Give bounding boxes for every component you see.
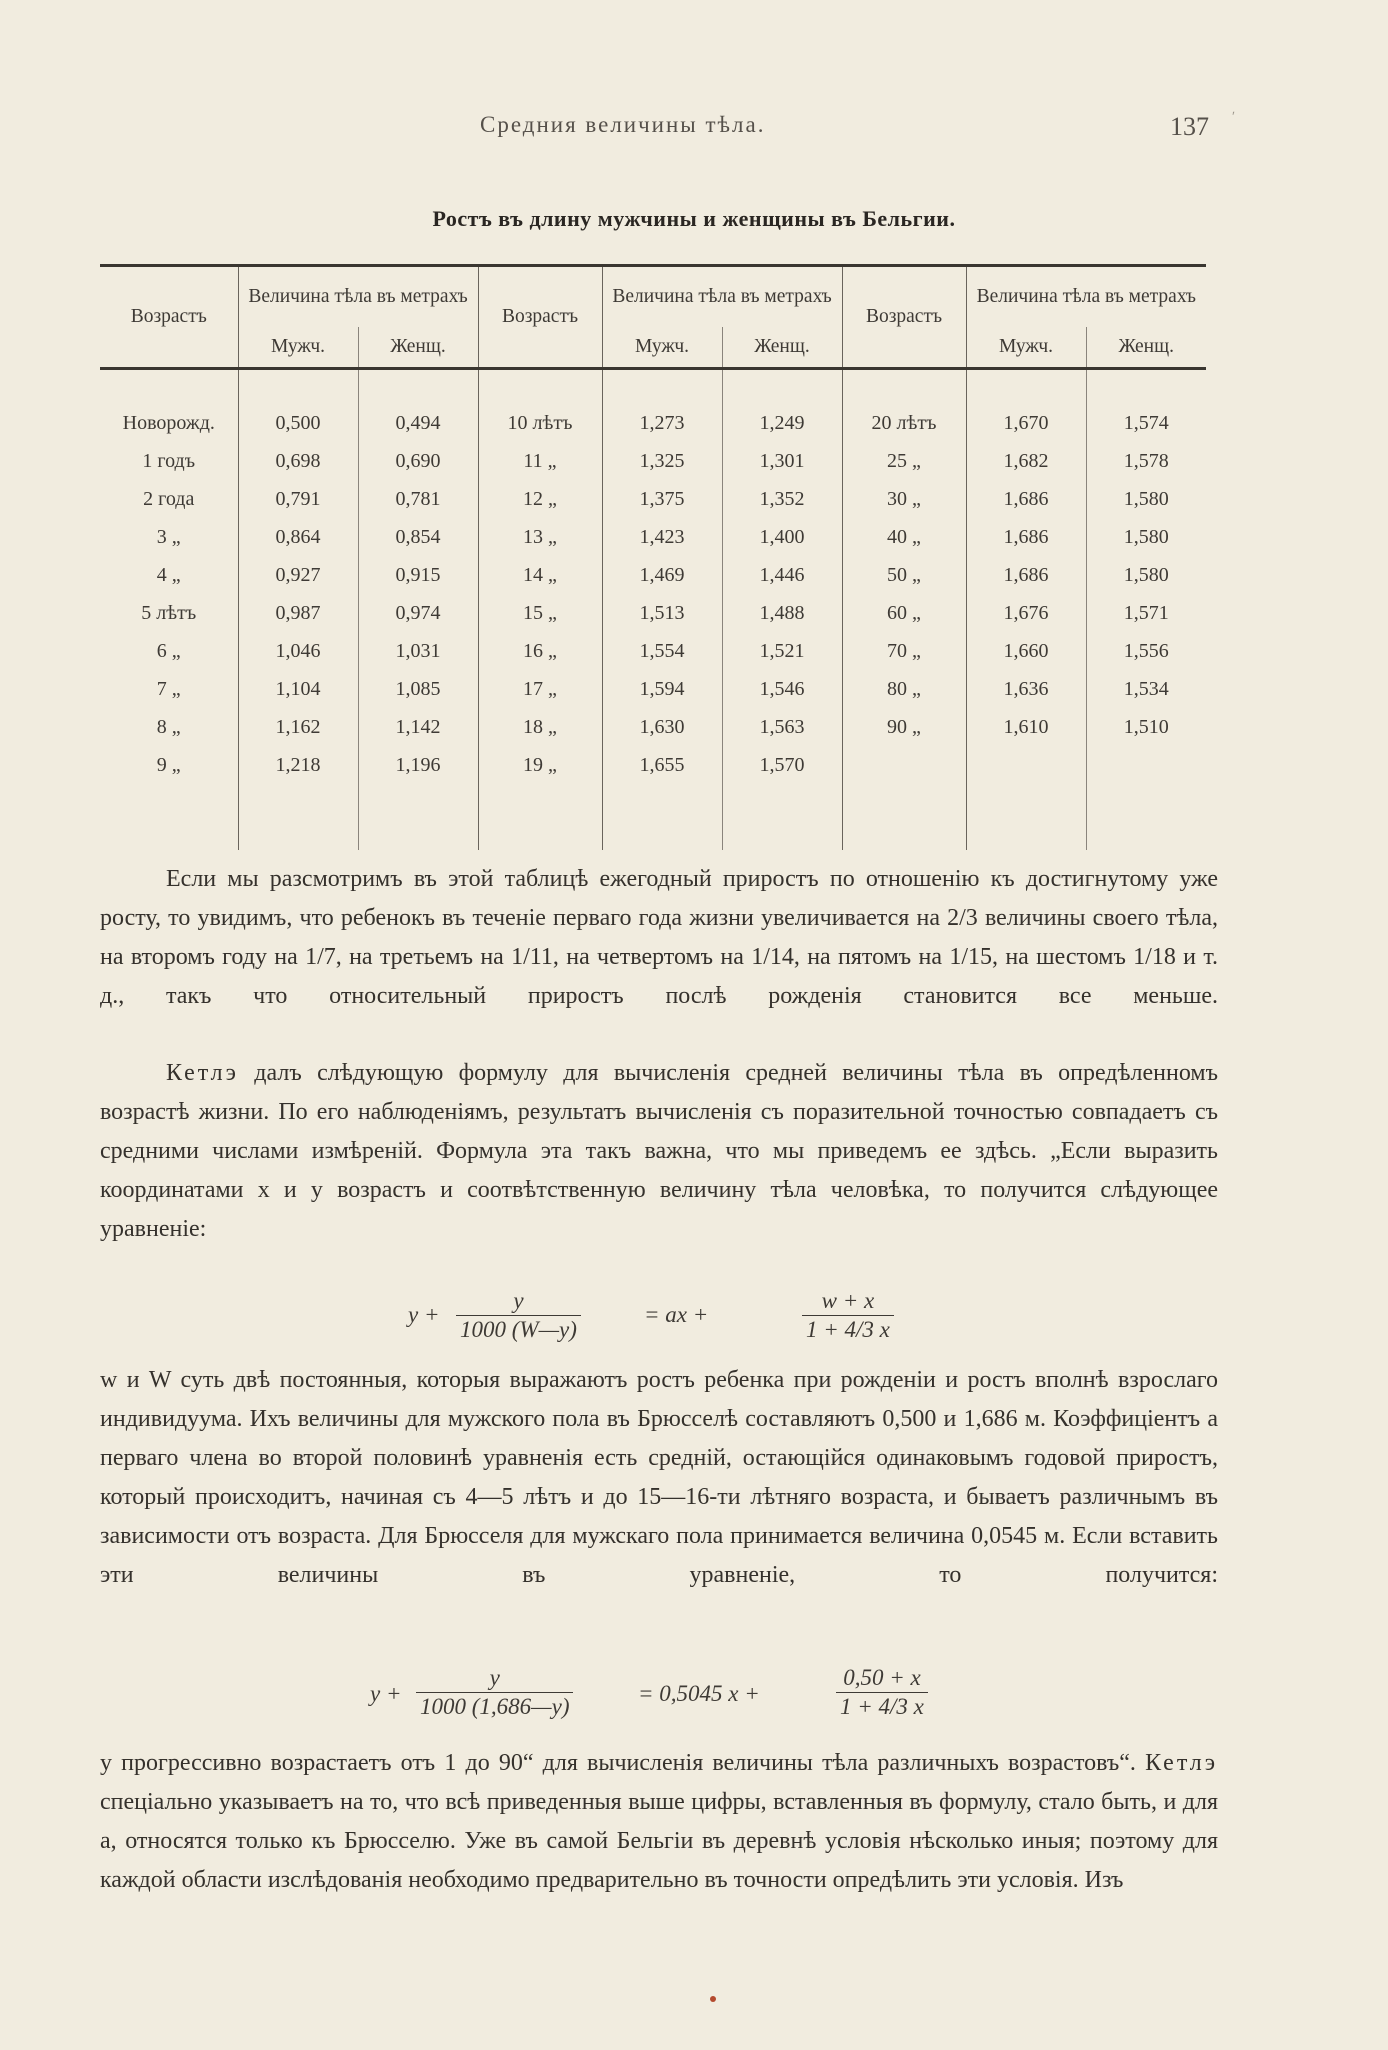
formula-1-denominator-2: 1 + 4/3 x [802,1315,894,1343]
male-cell: 1,660 [966,632,1086,670]
formula-1-denominator-1: 1000 (W—y) [456,1315,581,1343]
male-cell: 1,636 [966,670,1086,708]
age-cell: 90 „ [842,708,966,746]
ink-spot [710,1996,716,2002]
age-cell: 14 „ [478,556,602,594]
age-cell: 60 „ [842,594,966,632]
paragraph-4-text-a: y прогрессивно возрастаетъ отъ 1 до 90“ для вычисленія величины тѣла различныхъ возрастовъ“. [100,1750,1146,1776]
male-cell: 1,325 [602,442,722,480]
header-size-2: Величина тѣла въ метрахъ [602,266,842,328]
female-cell [1086,746,1206,784]
formula-2 [370,1665,970,1729]
age-cell: 1 годъ [142,449,196,472]
female-cell: 1,085 [358,670,478,708]
male-cell: 1,162 [238,708,358,746]
female-cell: 0,494 [358,369,478,443]
table-row [100,518,1206,556]
male-cell: 1,273 [602,369,722,443]
male-cell: 1,104 [238,670,358,708]
male-cell: 1,594 [602,670,722,708]
male-cell: 1,375 [602,480,722,518]
male-cell: 1,218 [238,746,358,784]
age-cell: 50 „ [842,556,966,594]
female-cell: 0,915 [358,556,478,594]
male-cell: 1,610 [966,708,1086,746]
female-cell: 1,563 [722,708,842,746]
female-cell: 1,556 [1086,632,1206,670]
age-cell: 13 „ [478,518,602,556]
male-cell: 1,630 [602,708,722,746]
male-cell: 1,686 [966,518,1086,556]
formula-2-middle: = 0,5045 x + [638,1681,760,1706]
female-cell: 1,510 [1086,708,1206,746]
header-size-3: Величина тѣла въ метрахъ [966,266,1206,328]
age-cell: 11 „ [478,442,602,480]
formula-1-fraction-1 [456,1288,581,1343]
age-cell: 70 „ [842,632,966,670]
female-cell: 1,400 [722,518,842,556]
running-head [0,112,1388,152]
female-cell: 1,534 [1086,670,1206,708]
age-cell: 4 „ [156,563,181,586]
female-cell: 1,488 [722,594,842,632]
male-cell: 0,791 [238,480,358,518]
formula-2-denominator-2: 1 + 4/3 x [836,1692,928,1720]
table-row [100,594,1206,632]
female-cell: 1,546 [722,670,842,708]
table-row [100,632,1206,670]
male-cell [966,746,1086,784]
female-cell: 1,571 [1086,594,1206,632]
table-row [100,746,1206,784]
male-cell: 1,554 [602,632,722,670]
table-row [100,708,1206,746]
female-cell: 1,446 [722,556,842,594]
formula-1-numerator-1: y [513,1288,524,1313]
age-cell: 10 лѣтъ [478,369,602,443]
formula-1-middle: = ax + [644,1302,709,1327]
table-row [100,369,1206,443]
age-cell: 6 „ [156,639,181,662]
header-female-2: Женщ. [722,327,842,369]
female-cell: 1,352 [722,480,842,518]
running-head-title: Средния величины тѣла. [480,112,766,137]
formula-2-lhs: y + [370,1681,402,1706]
male-cell: 0,864 [238,518,358,556]
age-cell: 20 лѣтъ [842,369,966,443]
age-cell: 19 „ [478,746,602,784]
header-size-1: Величина тѣла въ метрахъ [238,266,478,328]
male-cell: 1,682 [966,442,1086,480]
paragraph-1: Если мы разсмотримъ въ этой таблицѣ ежегодный приростъ по отношенію къ достигнутому уже росту, то увидимъ, что ребенокъ въ теченіе перваго года жизни увеличивается на 2/3 величины своего тѣла, на второмъ году на 1/7, на третьемъ на 1/11, на четвертомъ на 1/14, на пятомъ на 1/15, на шестомъ 1/18 и т. д., такъ что относительный приростъ послѣ рожденія становится все меньше. [100,866,1218,1009]
header-male-2: Мужч. [602,327,722,369]
header-age-3: Возрастъ [842,266,966,369]
age-cell: 18 „ [478,708,602,746]
page-number: 137 [1170,112,1209,141]
age-cell: 25 „ [842,442,966,480]
age-cell: 3 „ [156,525,181,548]
table-row [100,556,1206,594]
female-cell: 1,031 [358,632,478,670]
author-name-2: Кетлэ [1145,1750,1218,1776]
male-cell: 1,513 [602,594,722,632]
female-cell: 1,142 [358,708,478,746]
female-cell: 0,974 [358,594,478,632]
table-row-spacer [100,784,1206,850]
male-cell: 0,500 [238,369,358,443]
age-cell: 12 „ [478,480,602,518]
formula-1 [408,1288,928,1348]
formula-1-fraction-2 [802,1288,894,1343]
female-cell: 0,781 [358,480,478,518]
table-row [100,670,1206,708]
header-age-1: Возрастъ [100,266,238,369]
header-male-1: Мужч. [238,327,358,369]
female-cell: 1,578 [1086,442,1206,480]
height-table [100,264,1206,850]
formula-1-lhs: y + [408,1302,440,1327]
female-cell: 1,521 [722,632,842,670]
female-cell: 1,196 [358,746,478,784]
age-cell [842,746,966,784]
paragraph-2-text: далъ слѣдующую формулу для вычисленія средней величины тѣла въ опредѣленномъ возрастѣ жизни. По его наблюденіямъ, результатъ вычисленія съ поразительной точностью совпадаетъ съ средними числами измѣреній. Формула эта такъ важна, что мы приведемъ ее здѣсь. „Если выразить координатами x и y возрастъ и соотвѣтственную величину тѣла человѣка, то получится слѣдующее уравненіе: [100,1060,1218,1242]
age-cell: 80 „ [842,670,966,708]
age-cell: 40 „ [842,518,966,556]
female-cell: 0,690 [358,442,478,480]
male-cell: 1,469 [602,556,722,594]
male-cell: 0,698 [238,442,358,480]
female-cell: 1,249 [722,369,842,443]
table-row [100,442,1206,480]
header-female-1: Женщ. [358,327,478,369]
female-cell: 0,854 [358,518,478,556]
male-cell: 1,686 [966,480,1086,518]
header-male-3: Мужч. [966,327,1086,369]
male-cell: 1,676 [966,594,1086,632]
header-female-3: Женщ. [1086,327,1206,369]
female-cell: 1,580 [1086,518,1206,556]
male-cell: 1,423 [602,518,722,556]
paragraph-3: w и W суть двѣ постоянныя, которыя выражаютъ ростъ ребенка при рожденіи и ростъ вполнѣ взрослаго индивидуума. Ихъ величины для мужского пола въ Брюсселѣ составляютъ 0,500 и 1,686 м. Коэффиціентъ a перваго члена во второй половинѣ уравненія есть средній, остающійся одинаковымъ годовой приростъ, который происходитъ, начиная съ 4—5 лѣтъ и до 15—16-ти лѣтняго возраста, и бываетъ различнымъ въ зависимости отъ возраста. Для Брюсселя для мужскаго пола принимается величина 0,0545 м. Если вставить эти величины въ уравненіе, то получится: [100,1367,1218,1588]
age-cell: 8 „ [156,715,181,738]
table-caption: Ростъ въ длину мужчины и женщины въ Бельгии. [432,206,956,231]
female-cell: 1,580 [1086,480,1206,518]
formula-2-fraction-2 [836,1665,928,1720]
formula-2-numerator-2: 0,50 + x [843,1665,921,1690]
table-row [100,480,1206,518]
formula-2-denominator-1: 1000 (1,686—y) [416,1692,573,1720]
header-age-2: Возрастъ [478,266,602,369]
male-cell: 1,670 [966,369,1086,443]
age-cell: 2 года [143,487,195,510]
paragraph-4 [100,1744,1218,1900]
age-cell: 7 „ [156,677,181,700]
age-cell: Новорожд. [122,411,215,434]
formula-2-fraction-1 [416,1665,573,1720]
male-cell: 1,686 [966,556,1086,594]
male-cell: 0,987 [238,594,358,632]
formula-2-numerator-1: y [489,1665,500,1690]
female-cell: 1,301 [722,442,842,480]
age-cell: 16 „ [478,632,602,670]
age-cell: 17 „ [478,670,602,708]
age-cell: 5 лѣтъ [141,601,197,624]
paper-mark: ʹ [1232,110,1236,125]
female-cell: 1,580 [1086,556,1206,594]
age-cell: 15 „ [478,594,602,632]
paragraph-2 [100,1054,1218,1249]
author-name: Кетлэ [166,1060,239,1086]
male-cell: 0,927 [238,556,358,594]
male-cell: 1,046 [238,632,358,670]
age-cell: 9 „ [156,753,181,776]
female-cell: 1,570 [722,746,842,784]
female-cell: 1,574 [1086,369,1206,443]
paragraph-4-text-b: спеціально указываетъ на то, что всѣ приведенныя выше цифры, вставленныя въ формулу, стало быть, и для a, относятся только къ Брюсселю. Уже въ самой Бельгіи въ деревнѣ условія нѣсколько иныя; поэтому для каждой области изслѣдованія необходимо предварительно въ точности опредѣлить эти условія. Изъ [100,1789,1218,1893]
male-cell: 1,655 [602,746,722,784]
formula-1-numerator-2: w + x [821,1288,875,1313]
age-cell: 30 „ [842,480,966,518]
